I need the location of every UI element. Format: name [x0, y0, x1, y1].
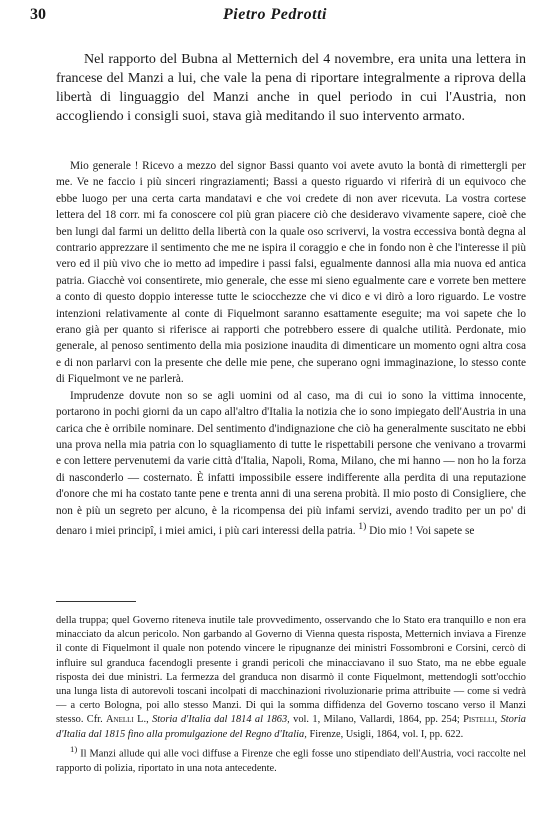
footnote-separator	[56, 601, 136, 602]
citation-rest-2: Firenze, Usigli, 1864, vol. I, pp. 622.	[309, 728, 464, 740]
page-number: 30	[30, 6, 46, 23]
letter-paragraph-2-text: Imprudenze dovute non so se agli uomini od al caso, ma di cui io sono la vittima innocente, portarono in pochi giorni da un capo all'altro d'Italia la notizia che io sono impiegato dell'Austria in una carica che è orribile nominare. Del sentimento d'indignazione che ciò ha generalmente suscitato ne ebbi una prova nella mia patria con lo squagliamento di tutte le rispettabili persone che venivano a trovarmi e con lettere pervenutemi da varie città d'Italia, Napoli, Roma, Milano, che mi hanno — non ho la forza di nasconderlo — costernato. È infatti impossibile essere indifferente alla perdita di una reputazione d'onore che mi ha costato tante pene e trenta anni di una serena probità. Il mio posto di Consigliere, che non è più un segreto per alcuno, è la ricompensa dei più infami servizi, avendo tradito per un po' di denaro i miei principî, i miei amici, i più cari interessi della patria.	[56, 389, 526, 537]
footnote-continuation	[56, 614, 526, 742]
running-head: Pietro Pedrotti	[223, 6, 327, 23]
footnote-ref-marker: 1)	[358, 521, 367, 532]
footnote-1	[56, 742, 526, 776]
footnote-continuation-text: della truppa; quel Governo riteneva inutile tale provvedimento, osservando che lo Stato era tranquillo e non era minacciato da alcun pericolo. Non garbando al Governo di Vienna questa risposta, Metternich inviava a Firenze il conte di Fiquelmont il quale non potendo vincere le ripugnanze dei ministri Fossombroni e Corsini, cercò di influire sul granduca facendogli presente i grandi pericoli che minacciavano il suo Stato, ma ne ebbe eguale risposta dei due ministri. La fermezza del granduca non disarmò il conte Fiquelmont, mettendogli sott'occhio una lunga lista di autorevoli toscani incolpati di macchinazioni rivoluzionarie prima attribuite — come si vedrà — a certo Bologna, poi allo stesso Manzi. Di qui la somma diffidenza del Governo toscano verso il Manzi stesso. Cfr.	[56, 615, 526, 726]
letter-paragraph-1: Mio generale ! Ricevo a mezzo del signor Bassi quanto voi avete avuto la bontà di rimettergli per me. Ve ne faccio i più sinceri ringraziamenti; Bassi a questo riguardo vi riferirà di un equivoco che ebbe luogo per una certa carta mandatavi e che voi credete di non aver ricevuta. La vostra cortese lettera del 18 corr. mi fa conoscere col più gran piacere ciò che desideravo vivamente sapere, cioè che ben lungi dal farmi un delitto della libertà con la quale oso scrivervi, la vostra eccessiva bontà degna al contrario apprezzare il sentimento che me ne ispira il coraggio e che in fondo non è che l'interesse il più vero ed il più vivo che io metto ad impedire i passi falsi, egualmente dannosi alla mia nuova ed antica patria. Giacchè voi consentirete, mio generale, che esse mi sieno egualmente care e vorrete ben mettere a conto di questo doppio interesse tutte le sciocchezze che vi dico e vi dirò a loro riguardo. Le vostre intenzioni relativamente al conte di Fiquelmont saranno esattamente eseguite; ma voi sapete che lo erano già per quanto si riferisce ai rapporti che potrebbero essere di qualche utilità. Perdonate, mio generale, al penoso sentimento della mia posizione inaudita di dimenticare un momento ogni altra cosa e di non parlarvi con la presente che delle mie pene, che superano ogni immaginazione, lo stesso conte di Fiquelmont ve ne parlerà.	[56, 160, 526, 386]
letter-paragraph-2	[56, 388, 526, 539]
citation-author-1: Anelli L.,	[106, 714, 149, 726]
citation-author-2: Pistelli,	[463, 714, 498, 726]
footnotes	[56, 614, 526, 776]
quoted-letter	[56, 158, 526, 539]
page-header	[0, 6, 550, 28]
letter-paragraph-2-tail: Dio mio ! Voi sapete se	[369, 524, 475, 537]
footnote-marker: 1)	[70, 743, 78, 754]
citation-title-1: Storia d'Italia dal 1814 al 1863,	[152, 714, 290, 726]
citation-rest-1: vol. 1, Milano, Vallardi, 1864, pp. 254;	[293, 714, 460, 726]
citation-title-2: Storia d'Italia dal 1815 fino alla promulgazione del Regno d'Italia,	[56, 714, 526, 740]
intro-paragraph: Nel rapporto del Bubna al Metternich del 4 novembre, era unita una lettera in francese del Manzi a lui, che vale la pena di riportare integralmente a riprova della libertà di linguaggio del Manzi anche in quel periodo in cui l'Austria, non accogliendo i consigli suoi, stava già meditando il suo intervento armato.	[56, 52, 526, 124]
footnote-1-text: Il Manzi allude qui alle voci diffuse a Firenze che egli fosse uno stipendiato dell'Austria, voci raccolte nel rapporto di polizia, riportato in una nota antecedente.	[56, 748, 526, 774]
